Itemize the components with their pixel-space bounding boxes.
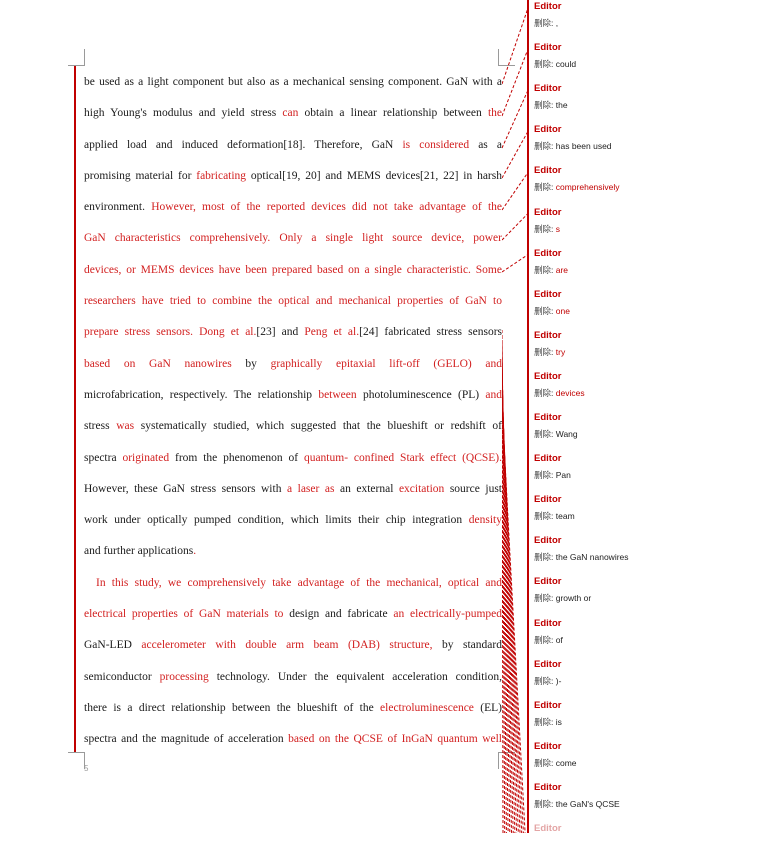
text-line[interactable]	[84, 383, 502, 414]
comment-balloon[interactable]	[530, 823, 756, 863]
crop-mark-bottom-left	[68, 752, 85, 769]
comment-author: Editor	[534, 699, 562, 711]
comment-leader	[502, 8, 528, 84]
text-line[interactable]	[84, 414, 502, 445]
comment-balloon[interactable]	[530, 330, 756, 370]
comment-deletion-text	[534, 387, 585, 399]
markup-area	[502, 0, 758, 833]
comment-label: 删除:	[534, 511, 554, 522]
comment-label: 删除:	[534, 59, 554, 70]
comment-label: 删除:	[534, 552, 554, 563]
comment-deleted-value: ,	[555, 18, 559, 28]
comment-balloon[interactable]	[530, 659, 756, 699]
inserted-text: and	[485, 388, 502, 401]
comment-deleted-value: Pan	[555, 470, 571, 481]
text-run: GaN-LED	[84, 639, 142, 652]
comment-deleted-value: come	[555, 757, 577, 768]
comment-author: Editor	[534, 165, 562, 177]
comment-balloon[interactable]	[530, 412, 756, 452]
comment-label: 删除:	[534, 141, 554, 152]
comment-deleted-value: one	[555, 305, 570, 316]
comment-author: Editor	[534, 1, 562, 12]
comment-author: Editor	[534, 206, 562, 218]
comment-deleted-value: the GaN nanowires	[555, 552, 629, 563]
text-line[interactable]	[84, 289, 502, 320]
inserted-text: based on the QCSE of InGaN quantum well	[288, 733, 502, 746]
inserted-text: electroluminescence	[380, 701, 474, 714]
inserted-text: researchers have tried to combine the optical and mechanical properties of GaN to	[84, 295, 502, 308]
comment-deleted-value: the	[555, 100, 568, 111]
text-line[interactable]	[84, 258, 502, 289]
crop-mark-top-left	[68, 49, 85, 66]
comment-deletion-text	[534, 592, 591, 604]
text-run: as a	[469, 138, 502, 151]
comment-author: Editor	[534, 288, 562, 300]
comment-balloon[interactable]	[530, 741, 756, 781]
comment-deletion-text	[534, 140, 612, 152]
comment-deletion-text	[534, 634, 563, 646]
text-line[interactable]	[84, 101, 502, 132]
comment-author: Editor	[534, 576, 562, 588]
inserted-text: prepare stress sensors. Dong et al.	[84, 326, 257, 339]
text-line[interactable]	[84, 164, 502, 195]
text-line[interactable]	[84, 508, 502, 539]
inserted-text: quantum- confined Stark effect (QCSE).	[303, 451, 502, 464]
comment-author: Editor	[534, 124, 562, 136]
comment-leader	[502, 214, 528, 241]
inserted-text: an electrically-pumped	[393, 608, 502, 621]
text-run: promising material for	[84, 169, 197, 182]
text-run: stress	[84, 420, 117, 433]
comment-deleted-value: is	[555, 716, 562, 727]
comment-deleted-value: are	[555, 264, 569, 275]
inserted-text: Peng et al.	[304, 326, 360, 339]
text-run: applied load and induced deformation[18]. Therefore, GaN	[84, 138, 403, 151]
comment-author: Editor	[534, 617, 562, 629]
comment-balloon[interactable]	[530, 289, 756, 329]
comment-author: Editor	[534, 823, 562, 834]
text-run: work under optically pumped condition, which limits their chip integration	[84, 514, 469, 527]
comment-author: Editor	[534, 329, 562, 341]
comment-label: 删除:	[534, 798, 554, 809]
comment-balloon[interactable]	[530, 124, 756, 164]
inserted-text: between	[318, 388, 357, 401]
comment-label: 删除:	[534, 18, 554, 28]
text-run: (EL)	[473, 701, 502, 714]
comment-deletion-text	[534, 305, 570, 317]
comment-label: 删除:	[534, 593, 554, 604]
inserted-text: originated	[122, 451, 170, 464]
text-line[interactable]	[84, 477, 502, 508]
comment-label: 删除:	[534, 346, 554, 357]
text-line[interactable]	[84, 602, 502, 633]
comment-deletion-text	[534, 469, 571, 481]
comment-label: 删除:	[534, 716, 554, 727]
inserted-text: GaN characteristics comprehensively. Only a single light source device, power	[84, 232, 502, 245]
page-number: 5	[84, 764, 89, 773]
text-line[interactable]	[84, 226, 502, 257]
comment-balloon[interactable]	[530, 1, 756, 41]
comment-balloon[interactable]	[530, 576, 756, 616]
comment-deletion-text	[534, 551, 629, 563]
comment-balloon[interactable]	[530, 165, 756, 205]
comment-balloon[interactable]	[530, 371, 756, 411]
text-line[interactable]	[84, 320, 502, 351]
comment-label: 删除:	[534, 429, 554, 439]
comment-label: 删除:	[534, 675, 554, 686]
comment-author: Editor	[534, 247, 562, 259]
comment-deletion-text	[534, 181, 620, 193]
text-line[interactable]	[84, 665, 502, 696]
comment-balloon[interactable]	[530, 535, 756, 575]
text-run: an external	[334, 482, 399, 495]
text-run: systematically studied, which suggested that the blueshift or redshift of	[134, 420, 502, 433]
text-line[interactable]	[84, 727, 502, 758]
text-line[interactable]	[84, 633, 502, 664]
comment-deleted-value: the GaN's QCSE	[555, 798, 620, 809]
text-line[interactable]	[84, 696, 502, 727]
text-run: high Young's modulus and yield stress	[84, 107, 283, 120]
text-run: photoluminescence (PL)	[356, 388, 486, 401]
inserted-text: excitation	[398, 482, 445, 495]
comment-deleted-value: )-	[555, 675, 562, 686]
comment-deleted-value: of	[555, 634, 563, 645]
comment-deleted-value: team	[555, 511, 575, 522]
comment-label: 删除:	[534, 470, 554, 481]
comment-deletion-text	[534, 757, 577, 769]
text-line[interactable]	[84, 195, 502, 226]
comment-deleted-value: could	[555, 59, 577, 70]
comment-deletion-text	[534, 99, 568, 111]
comment-deletion-text	[534, 346, 565, 358]
comment-author: Editor	[534, 412, 562, 423]
comment-deletion-text	[534, 58, 576, 70]
comment-deletion-text	[534, 428, 578, 440]
inserted-text: the	[487, 107, 502, 120]
comment-leader	[502, 172, 528, 210]
comment-deletion-text	[534, 223, 560, 235]
comment-label: 删除:	[534, 634, 554, 645]
text-run: semiconductor	[84, 670, 160, 683]
text-run: However, these GaN stress sensors with	[84, 482, 287, 495]
comment-deletion-text	[534, 798, 620, 810]
inserted-text: .	[193, 545, 197, 558]
comment-balloon[interactable]	[530, 42, 756, 82]
text-line[interactable]	[84, 446, 502, 477]
comment-deletion-text	[534, 675, 561, 687]
inserted-text: was	[116, 420, 135, 433]
comment-leader	[502, 90, 528, 148]
comment-balloon[interactable]	[530, 494, 756, 534]
text-run: obtain a linear relationship between	[298, 107, 488, 120]
inserted-text: accelerometer with double arm beam (DAB) structure,	[141, 639, 433, 652]
text-run: optical[19, 20] and MEMS devices[21, 22] in harsh	[246, 169, 502, 182]
text-run: by	[231, 357, 271, 370]
inserted-text: devices, or MEMS devices have been prepared based on a single characteristic. Some	[84, 263, 502, 276]
comment-author: Editor	[534, 740, 562, 752]
comment-label: 删除:	[534, 223, 554, 234]
comment-balloon[interactable]	[530, 782, 756, 822]
text-line[interactable]	[84, 70, 502, 101]
comment-author: Editor	[534, 494, 562, 506]
comment-author: Editor	[534, 370, 562, 382]
comment-label: 删除:	[534, 387, 554, 398]
comment-author: Editor	[534, 83, 562, 95]
comment-deleted-value: try	[555, 346, 566, 357]
comment-author: Editor	[534, 42, 562, 54]
text-run: microfabrication, respectively. The relationship	[84, 388, 319, 401]
comment-leader	[502, 49, 528, 116]
inserted-text: graphically epitaxial lift-off (GELO) and	[270, 357, 502, 370]
text-run: [23] and	[256, 326, 305, 339]
document-body[interactable]	[84, 70, 502, 759]
inserted-text: However, most of the reported devices did not take advantage of the	[151, 201, 502, 214]
text-run: there is a direct relationship between the blueshift of the	[84, 701, 381, 714]
text-run: source just	[444, 482, 502, 495]
inserted-text: processing	[159, 670, 209, 683]
text-run: spectra and the magnitude of acceleration	[84, 733, 289, 746]
comment-deleted-value: Wang	[555, 429, 578, 439]
text-run: spectra	[84, 451, 123, 464]
comment-deletion-text	[534, 510, 575, 522]
comment-label: 删除:	[534, 305, 554, 316]
comment-balloon[interactable]	[530, 453, 756, 493]
text-run: from the phenomenon of	[169, 451, 304, 464]
comment-author: Editor	[534, 535, 562, 547]
text-line[interactable]	[84, 352, 502, 383]
comment-deleted-value: has been used	[555, 141, 612, 152]
text-line[interactable]	[84, 539, 502, 570]
comment-deleted-value: comprehensively	[555, 182, 620, 193]
comment-deleted-value: growth or	[555, 593, 592, 604]
comment-balloon[interactable]	[530, 618, 756, 658]
text-run: be used as a light component but also as a mechanical sensing component. GaN with a	[84, 76, 502, 88]
text-run: [24] fabricated stress sensors	[359, 326, 502, 339]
comment-deleted-value: devices	[555, 387, 585, 398]
inserted-text: In this study, we comprehensively take advantage of the mechanical, optical and	[96, 576, 502, 589]
comment-label: 删除:	[534, 182, 554, 193]
text-run: design and fabricate	[283, 608, 394, 621]
comment-balloon[interactable]	[530, 207, 756, 247]
text-line[interactable]	[84, 571, 502, 602]
inserted-text: a laser as	[286, 482, 335, 495]
inserted-text: can	[282, 107, 299, 120]
inserted-text: density	[468, 514, 502, 527]
text-run: environment.	[84, 201, 152, 214]
comment-balloon[interactable]	[530, 248, 756, 288]
comment-author: Editor	[534, 658, 562, 670]
inserted-text: based on GaN nanowires	[84, 357, 232, 370]
text-run: by standard	[432, 639, 502, 652]
inserted-text: fabricating	[196, 169, 247, 182]
comment-author: Editor	[534, 453, 562, 465]
comment-label: 删除:	[534, 757, 554, 768]
comment-label: 删除:	[534, 264, 554, 275]
inserted-text: electrical properties of GaN materials to	[84, 608, 284, 621]
text-line[interactable]	[84, 133, 502, 164]
comment-deleted-value: s	[555, 223, 560, 234]
comment-leader	[502, 255, 528, 272]
comment-author: Editor	[534, 781, 562, 793]
comment-balloon[interactable]	[530, 700, 756, 740]
inserted-text: is considered	[402, 138, 470, 151]
comment-deletion-text	[534, 264, 568, 276]
comment-balloon[interactable]	[530, 83, 756, 123]
comment-deletion-text	[534, 17, 558, 29]
comment-label: 删除:	[534, 100, 554, 111]
text-run: and further applications	[84, 545, 194, 558]
text-run: technology. Under the equivalent acceleration condition,	[208, 670, 502, 683]
comment-deletion-text	[534, 716, 562, 728]
revision-change-bar	[74, 66, 76, 752]
